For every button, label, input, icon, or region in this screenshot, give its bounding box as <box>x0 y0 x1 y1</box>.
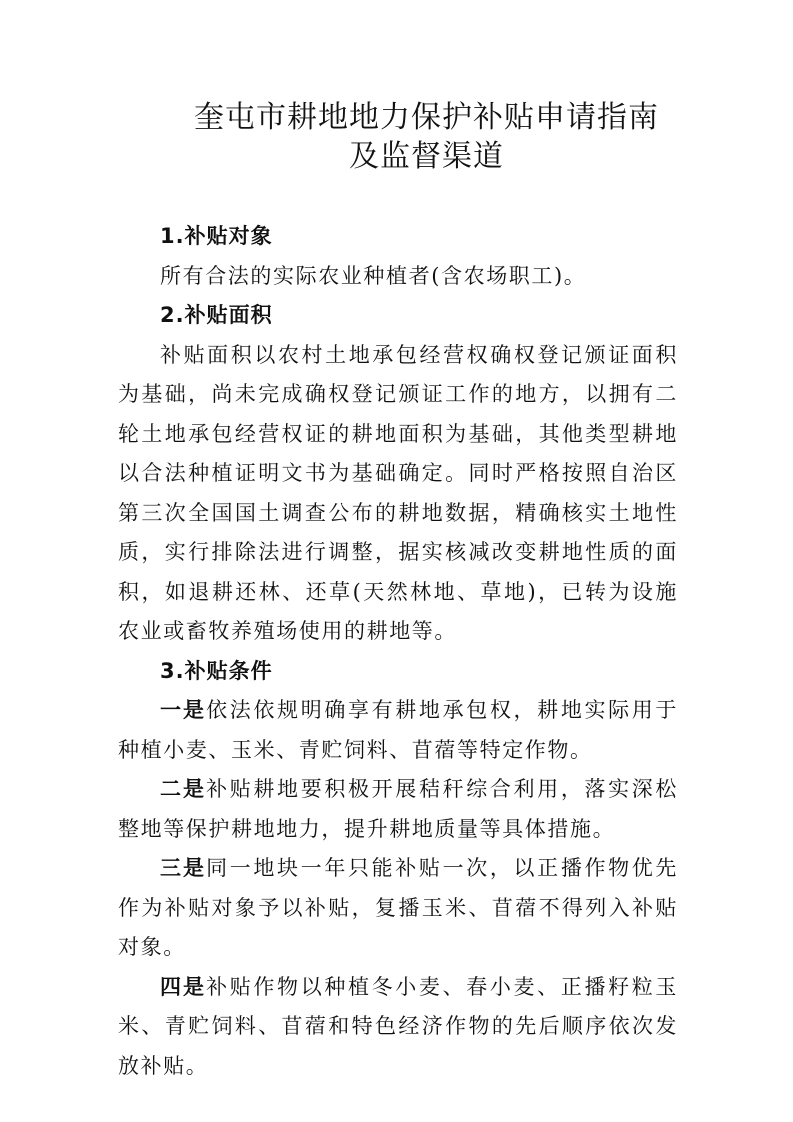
paragraph-condition-1 <box>118 691 678 770</box>
paragraph-condition-2 <box>118 770 678 849</box>
condition-4-text: 补贴作物以种植冬小麦、春小麦、正播籽粒玉米、青贮饲料、苜蓿和特色经济作物的先后顺序依次发放补贴。 <box>118 974 679 1078</box>
condition-4-label: 四是 <box>160 974 207 999</box>
paragraph-subsidy-area: 补贴面积以农村土地承包经营权确权登记颁证面积为基础，尚未完成确权登记颁证工作的地方，以拥有二轮土地承包经营权证的耕地面积为基础，其他类型耕地以合法种植证明文书为基础确定。同时严格按照自治区第三次全国国土调查公布的耕地数据，精确核实土地性质，实行排除法进行调整，据实核减改变耕地性质的面积，如退耕还林、还草(天然林地、草地)，已转为设施农业或畜牧养殖场使用的耕地等。 <box>118 342 678 643</box>
condition-1-label: 一是 <box>160 698 207 722</box>
condition-3-label: 三是 <box>160 856 207 880</box>
section-heading-subsidy-conditions: 3.补贴条件 <box>160 658 273 683</box>
condition-2-text: 补贴耕地要积极开展秸秆综合利用，落实深松整地等保护耕地地力，提升耕地质量等具体措施。 <box>118 777 679 841</box>
document-body <box>118 217 678 1086</box>
paragraph-condition-3 <box>118 849 678 968</box>
condition-2-label: 二是 <box>160 777 207 801</box>
condition-1-text: 依法依规明确享有耕地承包权，耕地实际用于种植小麦、玉米、青贮饲料、苜蓿等特定作物。 <box>118 698 679 762</box>
section-heading-subsidy-area: 2.补贴面积 <box>160 303 273 327</box>
section-heading-subsidy-target: 1.补贴对象 <box>160 224 273 248</box>
document-title-line-1: 奎屯市耕地地力保护补贴申请指南 <box>194 100 659 135</box>
condition-3-text: 同一地块一年只能补贴一次，以正播作物优先作为补贴对象予以补贴，复播玉米、苜蓿不得列入补贴对象。 <box>118 856 679 959</box>
paragraph-subsidy-target: 所有合法的实际农业种植者(含农场职工)。 <box>160 263 587 288</box>
document-title-line-2: 及监督渠道 <box>349 139 504 174</box>
paragraph-condition-4 <box>118 968 678 1087</box>
